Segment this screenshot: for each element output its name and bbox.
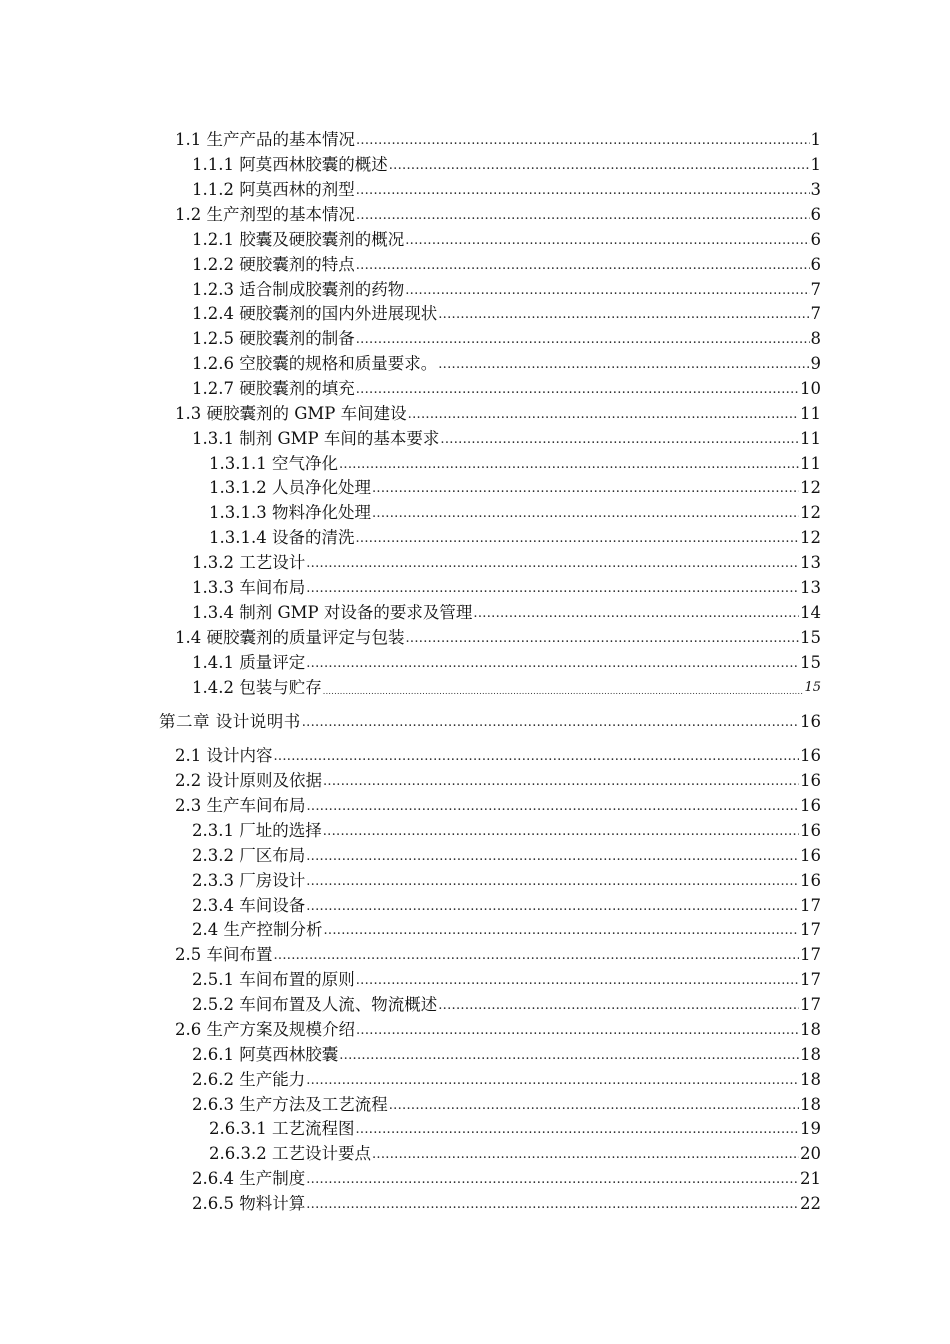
toc-entry[interactable] <box>192 350 821 374</box>
toc-entry-label: 2.5.1 车间布置的原则 <box>192 970 355 989</box>
toc-leader-dots <box>339 1047 799 1065</box>
toc-entry-page: 11 <box>800 429 821 448</box>
toc-leader-dots <box>406 630 800 648</box>
toc-entry-page: 16 <box>800 796 821 815</box>
toc-entry-page: 3 <box>810 180 821 199</box>
toc-leader-dots <box>389 157 810 175</box>
toc-entry[interactable] <box>192 991 821 1015</box>
toc-entry-label: 1.1.1 阿莫西林胶囊的概述 <box>192 155 388 174</box>
toc-entry[interactable] <box>192 549 821 573</box>
toc-entry-label: 1.3.2 工艺设计 <box>192 553 306 572</box>
toc-entry-page: 7 <box>810 280 821 299</box>
toc-entry[interactable] <box>209 499 821 523</box>
toc-leader-dots <box>356 182 810 200</box>
toc-entry-label: 1.1.2 阿莫西林的剂型 <box>192 180 355 199</box>
toc-leader-dots <box>355 530 799 548</box>
toc-entry-label: 1.2.5 硬胶囊剂的制备 <box>192 329 355 348</box>
toc-entry[interactable] <box>175 1016 821 1040</box>
toc-leader-dots <box>306 1196 799 1214</box>
toc-leader-dots <box>306 655 799 673</box>
toc-entry[interactable] <box>192 151 821 175</box>
toc-entry-label: 1.3.1 制剂 GMP 车间的基本要求 <box>192 429 440 448</box>
toc-entry[interactable] <box>209 450 821 474</box>
toc-leader-dots <box>356 1022 799 1040</box>
toc-entry-page: 17 <box>800 896 821 915</box>
toc-entry-label: 2.6.2 生产能力 <box>192 1070 306 1089</box>
toc-leader-dots <box>473 605 799 623</box>
toc-entry-page: 20 <box>800 1144 821 1163</box>
toc-entry-label: 2.6.3 生产方法及工艺流程 <box>192 1095 388 1114</box>
toc-entry-page: 14 <box>800 603 821 622</box>
toc-entry[interactable] <box>209 1140 821 1164</box>
toc-entry-page: 10 <box>800 379 821 398</box>
toc-entry[interactable] <box>192 276 821 300</box>
toc-entry[interactable] <box>192 1066 821 1090</box>
toc-entry-page: 13 <box>800 578 821 597</box>
toc-leader-dots <box>372 1146 799 1164</box>
toc-entry-page: 12 <box>800 478 821 497</box>
toc-leader-dots <box>306 580 799 598</box>
toc-entry-page: 17 <box>800 995 821 1014</box>
toc-entry-page: 1 <box>810 155 821 174</box>
toc-leader-dots <box>274 947 800 965</box>
toc-entry-page: 15 <box>800 628 821 647</box>
toc-entry[interactable] <box>175 792 821 816</box>
toc-chapter-heading[interactable] <box>159 708 821 732</box>
toc-leader-dots <box>372 505 799 523</box>
toc-entry[interactable] <box>209 1115 821 1139</box>
toc-entry-label: 2.6.5 物料计算 <box>192 1194 306 1213</box>
toc-leader-dots <box>324 922 800 940</box>
toc-entry-page: 15 <box>804 680 821 695</box>
toc-entry[interactable] <box>175 742 821 766</box>
toc-entry[interactable] <box>192 1165 821 1189</box>
toc-leader-dots <box>306 898 799 916</box>
toc-entry-page: 6 <box>810 255 821 274</box>
toc-entry-page: 18 <box>800 1095 821 1114</box>
toc-entry-label: 2.2 设计原则及依据 <box>175 771 322 790</box>
toc-entry-label: 2.6 生产方案及规模介绍 <box>175 1020 355 1039</box>
toc-entry-label: 1.3.1.2 人员净化处理 <box>209 478 371 497</box>
toc-leader-dots <box>302 714 799 732</box>
toc-entry[interactable] <box>192 574 821 598</box>
toc-leader-dots <box>356 331 810 349</box>
toc-entry-label: 2.6.3.1 工艺流程图 <box>209 1119 355 1138</box>
toc-entry[interactable] <box>192 674 821 698</box>
toc-entry-page: 21 <box>800 1169 821 1188</box>
toc-entry-label: 2.6.3.2 工艺设计要点 <box>209 1144 371 1163</box>
toc-leader-dots <box>356 972 799 990</box>
toc-entry-label: 1.3.4 制剂 GMP 对设备的要求及管理 <box>192 603 473 622</box>
toc-leader-dots <box>405 232 809 250</box>
toc-entry-label: 2.5.2 车间布置及人流、物流概述 <box>192 995 438 1014</box>
toc-entry-page: 1 <box>810 130 821 149</box>
toc-leader-dots <box>356 207 810 225</box>
toc-leader-dots <box>438 356 809 374</box>
toc-entry-page: 6 <box>810 230 821 249</box>
toc-entry-page: 16 <box>800 712 821 731</box>
toc-entry-label: 2.3.2 厂区布局 <box>192 846 306 865</box>
toc-entry-label: 1.3 硬胶囊剂的 GMP 车间建设 <box>175 404 407 423</box>
toc-entry-label: 1.2.4 硬胶囊剂的国内外进展现状 <box>192 304 438 323</box>
toc-leader-dots <box>307 798 800 816</box>
toc-entry-label: 1.2 生产剂型的基本情况 <box>175 205 355 224</box>
toc-entry[interactable] <box>192 892 821 916</box>
toc-entry-page: 17 <box>800 920 821 939</box>
toc-leader-dots <box>306 555 799 573</box>
toc-entry[interactable] <box>192 817 821 841</box>
toc-entry[interactable] <box>175 201 821 225</box>
toc-entry[interactable] <box>192 867 821 891</box>
toc-entry-page: 11 <box>800 454 821 473</box>
toc-entry-page: 11 <box>800 404 821 423</box>
toc-entry-label: 2.4 生产控制分析 <box>192 920 323 939</box>
toc-entry-label: 2.5 车间布置 <box>175 945 273 964</box>
toc-entry-label: 1.1 生产产品的基本情况 <box>175 130 355 149</box>
toc-entry-label: 2.3.4 车间设备 <box>192 896 306 915</box>
toc-leader-dots <box>306 1072 799 1090</box>
toc-entry-label: 1.4 硬胶囊剂的质量评定与包装 <box>175 628 405 647</box>
toc-entry[interactable] <box>175 126 821 150</box>
toc-entry-label: 第二章 设计说明书 <box>159 712 301 731</box>
toc-entry-label: 2.3.1 厂址的选择 <box>192 821 322 840</box>
toc-entry[interactable] <box>192 226 821 250</box>
toc-entry-page: 17 <box>800 970 821 989</box>
toc-entry-label: 1.2.7 硬胶囊剂的填充 <box>192 379 355 398</box>
toc-entry-page: 7 <box>810 304 821 323</box>
toc-entry-label: 1.3.1.4 设备的清洗 <box>209 528 355 547</box>
toc-entry[interactable] <box>192 425 821 449</box>
toc-leader-dots <box>372 480 799 498</box>
toc-entry[interactable] <box>209 524 821 548</box>
toc-leader-dots <box>440 431 799 449</box>
toc-entry-page: 16 <box>800 771 821 790</box>
toc-entry[interactable] <box>192 649 821 673</box>
toc-entry-page: 17 <box>800 945 821 964</box>
toc-leader-dots <box>438 306 809 324</box>
toc-entry-page: 12 <box>800 503 821 522</box>
toc-entry-label: 1.3.1.3 物料净化处理 <box>209 503 371 522</box>
toc-entry[interactable] <box>192 176 821 200</box>
toc-leader-dots <box>306 848 799 866</box>
toc-entry[interactable] <box>192 251 821 275</box>
toc-entry-page: 9 <box>810 354 821 373</box>
toc-leader-dots <box>339 456 799 474</box>
toc-leader-dots <box>323 823 799 841</box>
toc-entry-page: 22 <box>800 1194 821 1213</box>
toc-entry[interactable] <box>192 1091 821 1115</box>
toc-entry[interactable] <box>175 941 821 965</box>
toc-entry-label: 1.3.1.1 空气净化 <box>209 454 338 473</box>
toc-leader-dots <box>323 686 804 698</box>
toc-leader-dots <box>405 282 809 300</box>
toc-entry-page: 8 <box>810 329 821 348</box>
toc-entry-page: 16 <box>800 871 821 890</box>
toc-entry-page: 18 <box>800 1070 821 1089</box>
toc-entry-page: 19 <box>800 1119 821 1138</box>
toc-entry-label: 1.2.1 胶囊及硬胶囊剂的概况 <box>192 230 405 249</box>
toc-entry[interactable] <box>192 966 821 990</box>
toc-leader-dots <box>356 381 799 399</box>
toc-entry-label: 2.3 生产车间布局 <box>175 796 306 815</box>
toc-leader-dots <box>306 1171 799 1189</box>
toc-leader-dots <box>274 748 800 766</box>
toc-leader-dots <box>438 997 799 1015</box>
toc-entry[interactable] <box>192 599 821 623</box>
toc-leader-dots <box>306 873 799 891</box>
toc-leader-dots <box>389 1097 799 1115</box>
toc-leader-dots <box>408 406 799 424</box>
toc-entry-label: 1.4.2 包装与贮存 <box>192 678 322 697</box>
toc-entry-label: 1.2.2 硬胶囊剂的特点 <box>192 255 355 274</box>
toc-entry-label: 2.6.4 生产制度 <box>192 1169 306 1188</box>
toc-entry-page: 12 <box>800 528 821 547</box>
toc-entry[interactable] <box>192 300 821 324</box>
toc-entry-label: 2.3.3 厂房设计 <box>192 871 306 890</box>
toc-entry-label: 2.6.1 阿莫西林胶囊 <box>192 1045 339 1064</box>
toc-entry[interactable] <box>175 624 821 648</box>
toc-entry-page: 18 <box>800 1045 821 1064</box>
toc-entry-label: 2.1 设计内容 <box>175 746 273 765</box>
toc-entry-page: 16 <box>800 846 821 865</box>
toc-entry[interactable] <box>192 842 821 866</box>
toc-leader-dots <box>323 773 799 791</box>
toc-entry[interactable] <box>192 1041 821 1065</box>
toc-entry-label: 1.2.6 空胶囊的规格和质量要求。 <box>192 354 438 373</box>
toc-entry-page: 15 <box>800 653 821 672</box>
toc-entry[interactable] <box>175 400 821 424</box>
toc-leader-dots <box>356 257 810 275</box>
toc-entry-label: 1.3.3 车间布局 <box>192 578 306 597</box>
toc-entry[interactable] <box>192 375 821 399</box>
toc-entry[interactable] <box>192 325 821 349</box>
toc-entry-page: 16 <box>800 746 821 765</box>
toc-entry-page: 13 <box>800 553 821 572</box>
toc-entry-page: 6 <box>810 205 821 224</box>
toc-entry-label: 1.2.3 适合制成胶囊剂的药物 <box>192 280 405 299</box>
toc-entry-page: 16 <box>800 821 821 840</box>
toc-leader-dots <box>356 132 810 150</box>
toc-entry-label: 1.4.1 质量评定 <box>192 653 306 672</box>
toc-entry[interactable] <box>175 767 821 791</box>
toc-entry-page: 18 <box>800 1020 821 1039</box>
toc-leader-dots <box>355 1121 799 1139</box>
toc-entry[interactable] <box>209 474 821 498</box>
toc-entry[interactable] <box>192 1190 821 1214</box>
toc-entry[interactable] <box>192 916 821 940</box>
